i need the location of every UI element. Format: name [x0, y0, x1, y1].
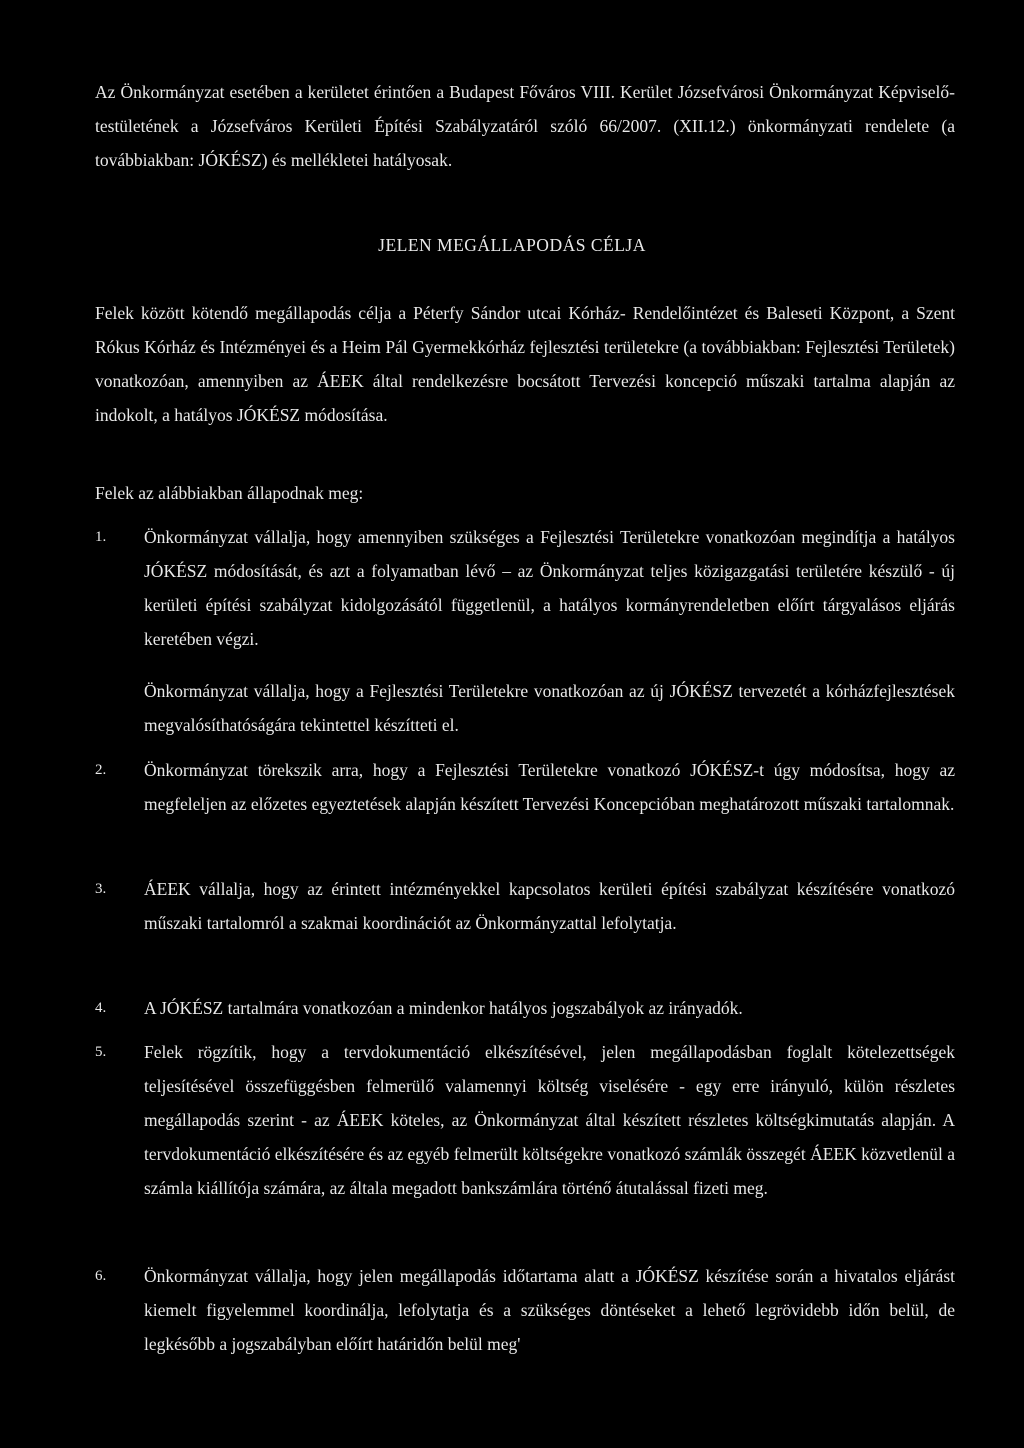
list-item-text: ÁEEK vállalja, hogy az érintett intézményekkel kapcsolatos kerületi építési szabályzat készítésére vonatkozó műszaki tartalomról a szakmai koordinációt az Önkormányzattal lefolytatja. [144, 879, 955, 933]
purpose-paragraph: Felek között kötendő megállapodás célja a Péterfy Sándor utcai Kórház- Rendelőintézet és Baleseti Központ, a Szent Rókus Kórház és Intézményei és a Heim Pál Gyermekkórház fejlesztési területekre (a továbbiakban: Fejlesztési Területek) vonatkozóan, amennyiben az ÁEEK által rendelkezésre bocsátott Tervezési koncepció műszaki tartalma alapján az indokolt, a hatályos JÓKÉSZ módosítása. [95, 303, 955, 425]
list-item-text: Felek rögzítik, hogy a tervdokumentáció elkészítésével, jelen megállapodásban foglalt kötelezettségek teljesítésével összefüggésben felmerülő valamennyi költség viselésére - egy erre irányuló, külön részletes megállapodás szerint - az ÁEEK köteles, az Önkormányzat által készített részletes költségkimutatás alapján. A tervdokumentáció elkészítésére és az egyéb felmerült költségekre vonatkozó számlák összegét ÁEEK közvetlenül a számla kiállítója számára, az általa megadott bankszámlára történő átutalással fizeti meg. [144, 1042, 955, 1198]
list-item-1-subparagraph: Önkormányzat vállalja, hogy a Fejlesztési Területekre vonatkozóan az új JÓKÉSZ tervezetét a kórházfejlesztések megvalósíthatóságára tekintettel készítteti el. [144, 681, 955, 735]
list-item-number: 5. [95, 1044, 107, 1060]
list-item-text: Önkormányzat törekszik arra, hogy a Fejlesztési Területekre vonatkozó JÓKÉSZ-t úgy módosítsa, hogy az megfeleljen az előzetes egyeztetések alapján készített Tervezési Koncepcióban meghatározott műszaki tartalomnak. [144, 760, 955, 814]
agreement-intro: Felek az alábbiakban állapodnak meg: [95, 483, 364, 503]
list-item-number: 6. [95, 1268, 107, 1284]
list-item-text: Önkormányzat vállalja, hogy amennyiben szükséges a Fejlesztési Területekre vonatkozóan megindítja a hatályos JÓKÉSZ módosítását, és azt a folyamatban lévő – az Önkormányzat teljes közigazgatási területére készülő - új kerületi építési szabályzat kidolgozásától függetlenül, a hatályos kormányrendeletben előírt tárgyalásos eljárás keretében végzi. [144, 527, 955, 649]
list-item-number: 2. [95, 762, 107, 778]
list-item-text: Önkormányzat vállalja, hogy jelen megállapodás időtartama alatt a JÓKÉSZ készítése során a hivatalos eljárást kiemelt figyelemmel koordinálja, lefolytatja és a szükséges döntéseket a lehető legrövidebb időn belül, de legkésőbb a jogszabályban előírt határidőn belül meg' [144, 1266, 955, 1354]
list-item-text: A JÓKÉSZ tartalmára vonatkozóan a mindenkor hatályos jogszabályok az irányadók. [144, 998, 743, 1018]
section-heading: JELEN MEGÁLLAPODÁS CÉLJA [378, 235, 646, 255]
list-item-number: 3. [95, 881, 107, 897]
list-item-number: 4. [95, 1000, 107, 1016]
intro-paragraph: Az Önkormányzat esetében a kerületet érintően a Budapest Főváros VIII. Kerület Józsefvárosi Önkormányzat Képviselő-testületének a Józsefváros Kerületi Építési Szabályzatáról szóló 66/2007. (XII.12.) önkormányzati rendelete (a továbbiakban: JÓKÉSZ) és mellékletei hatályosak. [95, 82, 955, 170]
list-item-number: 1. [95, 529, 107, 545]
